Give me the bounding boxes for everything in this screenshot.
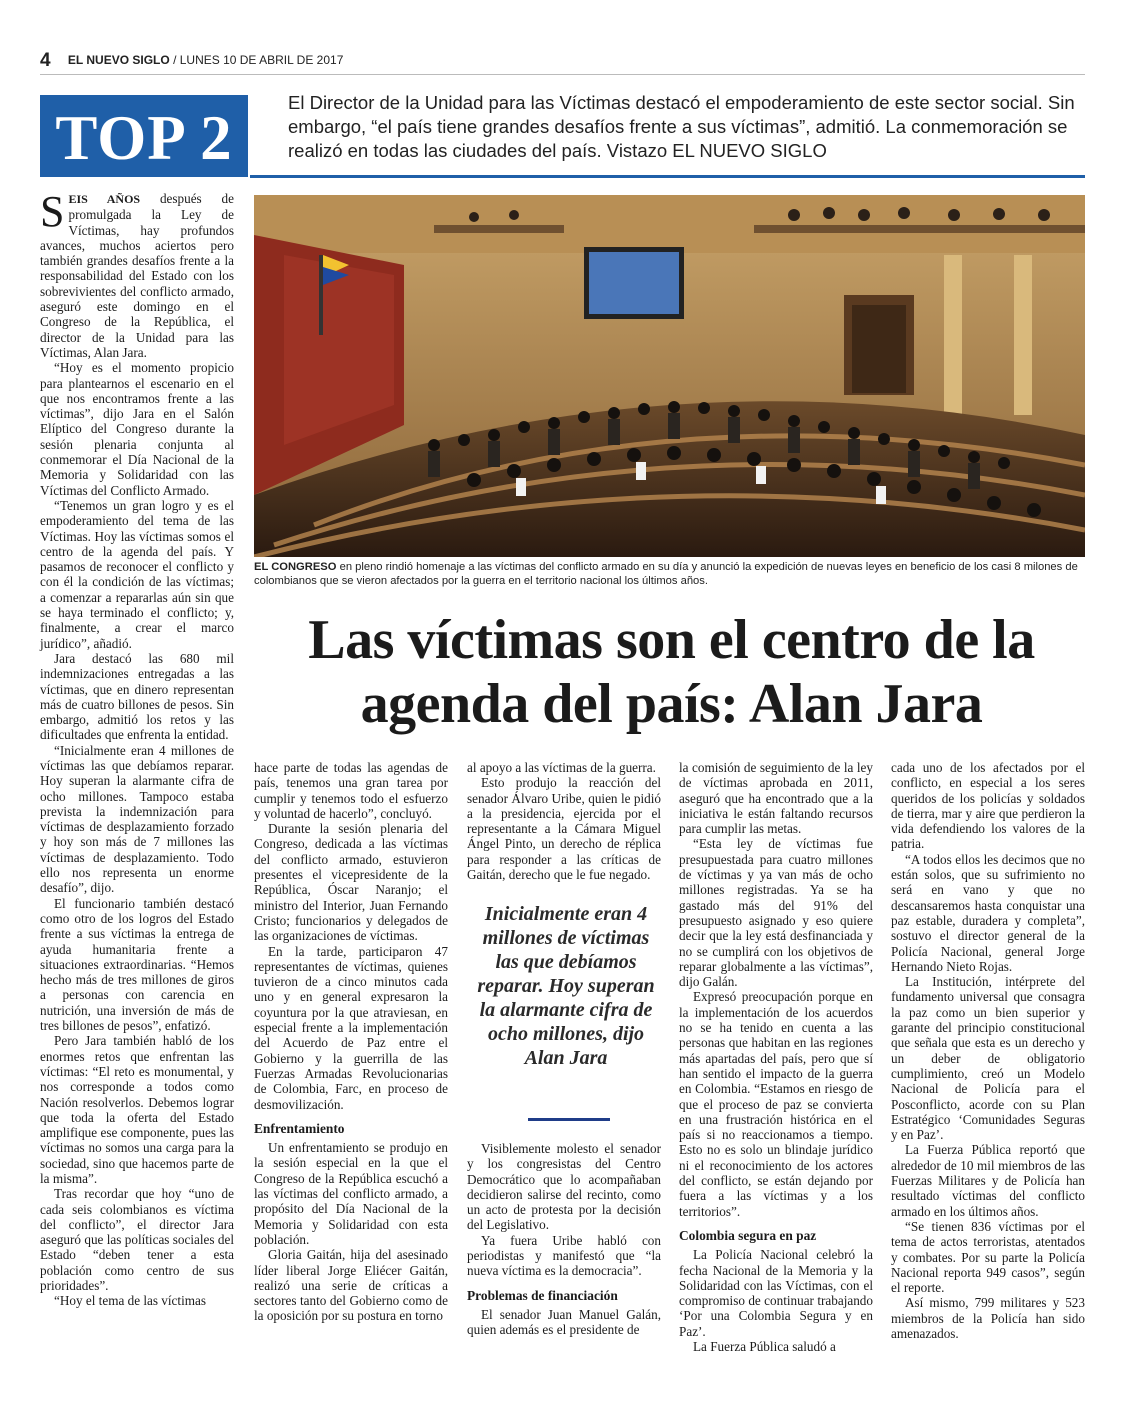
- publication-name: EL NUEVO SIGLO: [67, 53, 170, 67]
- headline: Las víctimas son el centro de la agenda del país: Alan Jara: [308, 609, 1035, 735]
- subheading: Problemas de financiación: [467, 1287, 618, 1303]
- drop-cap: S: [40, 187, 65, 236]
- paragraph: Visiblemente molesto el senador y los congresistas del Centro Democrático que lo acompañaban decidieron salirse del recinto, como un acto de protesta por la decisión del Legislativo.: [467, 1141, 661, 1233]
- paragraph: Pero Jara también habló de los enormes retos que enfrentan las víctimas: “El reto es monumental, y nos corresponde a todos como Nación resolverlos. Debemos lograr que toda la oferta del Estado amplifique ese componente, pues las víctimas no somos una carga para la sociedad, sino que hacemos parte de la misma”.: [40, 1033, 234, 1186]
- paragraph: Un enfrentamiento se produjo en la sesión especial en la que el Congreso de la República escuchó a las víctimas del conflicto armado, a propósito del Día Nacional de la Memoria y Solidaridad con esta población.: [254, 1140, 448, 1247]
- article-column-5: [891, 760, 1085, 1341]
- paragraph: hace parte de todas las agendas de país, tenemos una gran tarea por cumplir y tenemos todo el esfuerzo y voluntad de hacerlo”, concluyó.: [254, 760, 448, 821]
- paragraph: “Esta ley de víctimas fue presupuestada para cuatro millones de víctimas y ya van más de ocho millones registradas. Ya se ha gastado más del 91% del presupuesto asignado y eso quiere decir que la ley está desfinanciada y no se cumplirá con los objetivos de reparar globalmente a las víctimas”, dijo Galán.: [679, 836, 873, 990]
- paragraph: “Se tienen 836 víctimas por el tema de actos terroristas, atentados y combates. Por su parte la Policía Nacional reporta 949 casos”, según el reporte.: [891, 1218, 1085, 1296]
- paragraph: La Fuerza Pública reportó que alrededor de 10 mil miembros de las Fuerzas Militares y de Policía han resultado víctimas del conflicto armado en los últimos años.: [891, 1142, 1085, 1219]
- article-column-2: [254, 760, 448, 1324]
- paragraph: El senador Juan Manuel Galán, quien además es el presidente de: [467, 1306, 661, 1338]
- section-badge: TOP 2: [40, 95, 248, 177]
- section-summary: El Director de la Unidad para las Víctimas destacó el empoderamiento de este sector social. Sin embargo, “el país tiene grandes desafíos frente a sus víctimas”, admitió. La conmemoración se realizó en todas las ciudades del país. Vistazo EL NUEVO SIGLO: [288, 92, 1075, 161]
- photo-caption: [254, 560, 1085, 588]
- publication-date: / LUNES 10 DE ABRIL DE 2017: [173, 53, 344, 67]
- lead-in: EIS AÑOS: [68, 192, 141, 206]
- caption-text: en pleno rindió homenaje a las víctimas del conflicto armado en su día y anunció la expedición de nuevas leyes en beneficio de los casi 8 milones de colombianos que se vieron afectados por la guerra en el territorio nacional los últimos años.: [254, 561, 1078, 587]
- article-column-3-top: [467, 760, 661, 882]
- paragraph: SEIS AÑOS después de promulgada la Ley de Víctimas, hay profundos avances, muchos aciertos pero también grandes desafíos frente a la responsabilidad del Estado con los sobrevivientes del conflicto armado, aseguró este domingo en el Congreso de la República, el director de la Unidad para las Víctimas, Alan Jara.: [40, 187, 234, 360]
- subheading: Enfrentamiento: [254, 1120, 345, 1136]
- paragraph: El funcionario también destacó como otro de los logros del Estado frente a sus víctimas la entrega de ayuda humanitaria frente a situaciones extraordinarias. “Hemos hecho más de tres millones de giros a personas con carencia en nutrición, una inversión de más de tres billones de pesos”, enfatizó.: [40, 895, 234, 1034]
- congress-photo: [254, 195, 1085, 557]
- article-column-4: [679, 760, 873, 1354]
- paragraph: al apoyo a las víctimas de la guerra.: [467, 760, 656, 775]
- paragraph: la comisión de seguimiento de la ley de víctimas aprobada en 2011, aseguró que ha encontrado que a la iniciativa le están faltando recursos para cumplir las metas.: [679, 760, 873, 837]
- paragraph: Durante la sesión plenaria del Congreso, dedicada a las víctimas del conflicto armado, estuvieron presentes el vicepresidente de la República, Óscar Naranjo; el ministro del Interior, Juan Fernando Cristo; funcionarios y delegados de las organizaciones de víctimas.: [254, 821, 448, 944]
- paragraph: Tras recordar que hoy “uno de cada seis colombianos es víctima del conflicto”, el director Jara aseguró que las políticas sociales del Estado “deben tener a esta población como centro de sus prioridades”.: [40, 1186, 234, 1294]
- paragraph: Esto produjo la reacción del senador Álvaro Uribe, quien le pidió a la presidencia, ejercida por el representante a la Cámara Miguel Ángel Pinto, un derecho de réplica para responder a las críticas de Gaitán, derecho que le fue negado.: [467, 775, 661, 883]
- paragraph: “Inicialmente eran 4 millones de víctimas las que debíamos reparar. Hoy superan la alarmante cifra de ocho millones. Tampoco estaba prevista la indemnización para víctimas de desplazamiento forzado y hoy son más de 7 millones las víctimas de desplazamiento. Todo ello nos representa un enorme desafío”, dijo.: [40, 742, 234, 896]
- paragraph: “Hoy es el momento propicio para plantearnos el escenario en el que nos encontramos frente a las víctimas”, dijo Jara en el Salón Elíptico del Congreso durante la sesión plenaria conjunta al conmemorar el Día Nacional de la Memoria y Solidaridad con las Víctimas del Conflicto Armado.: [40, 360, 234, 498]
- paragraph: La Institución, intérprete del fundamento universal que consagra la paz como un bien superior y garante del principio constitucional que señala que esta es un derecho y un deber de obligatorio cumplimiento, creó un Modelo Nacional de Policía para el Posconflicto, acorde con su Plan Estratégico ‘Comunidades Seguras y en Paz’.: [891, 974, 1085, 1143]
- paragraph: “A todos ellos les decimos que no están solos, que su sufrimiento no será en vano y que no descansaremos hasta conquistar una paz estable, duradera y completa”, sostuvo el director general de la Policía Nacional, general Jorge Hernando Nieto Rojas.: [891, 851, 1085, 974]
- paragraph: “Hoy el tema de las víctimas: [54, 1293, 206, 1309]
- page-number: 4: [40, 50, 51, 71]
- article-column-3-bottom: [467, 1141, 661, 1338]
- paragraph: cada uno de los afectados por el conflicto, en especial a los seres queridos de los policías y soldados de tierra, mar y aire que perdieron la vida defendiendo los valores de la patria.: [891, 760, 1085, 852]
- paragraph: “Tenemos un gran logro y es el empoderamiento del tema de las Víctimas. Hoy las víctimas somos el centro de la agenda del país. Y pasamos de reconocer el conflicto y con él la condición de las víctimas; a comenzar a repararlas aún sin que se haya terminado el conflicto; y, finalmente, a crear el marco jurídico”, añadió.: [40, 497, 234, 651]
- paragraph: Gloria Gaitán, hija del asesinado líder liberal Jorge Eliécer Gaitán, realizó una serie de críticas a sectores tanto del Gobierno como de la oposición por su postura en torno: [254, 1247, 448, 1324]
- paragraph: La Policía Nacional celebró la fecha Nacional de la Memoria y la Solidaridad con las Víctimas, con el compromiso de continuar trabajando ‘Por una Colombia Segura y en Paz’.: [679, 1247, 873, 1339]
- pull-quote: Inicialmente eran 4 millones de víctimas las que debíamos reparar. Hoy superan la alarmante cifra de ocho millones, dijo Alan Jara: [477, 903, 655, 1069]
- caption-lead: EL CONGRESO: [254, 561, 337, 573]
- paragraph: La Fuerza Pública saludó a: [693, 1338, 836, 1354]
- section-rule: [250, 175, 1085, 178]
- paragraph: Ya fuera Uribe habló con periodistas y manifestó que “la nueva víctima es la democracia”.: [467, 1232, 661, 1279]
- paragraph: Expresó preocupación porque en la implementación de los acuerdos no se ha tenido en cuenta a las personas que habitan en las regiones más apartadas del país, pero que sí han sentido el impacto de la guerra en Colombia. “Estamos en riesgo de que el proceso de paz se convierta en una frustración histórica en el país si no reaccionamos a tiempo. Esto no es solo un blindaje jurídico ni el reconocimiento de los actores del conflicto, se están dejando por fuera a las víctimas y a los territorios”.: [679, 989, 873, 1219]
- paragraph: Jara destacó las 680 mil indemnizaciones entregadas a las víctimas, que en dinero representan más de cuatro billones de pesos. Sin embargo, admitió los retos y las dificultades que enfrenta la entidad.: [40, 650, 234, 743]
- paragraph: Así mismo, 799 militares y 523 miembros de la Policía han sido amenazados.: [891, 1295, 1085, 1341]
- running-header: [40, 48, 1085, 75]
- article-column-1: [40, 187, 234, 1309]
- pull-quote-rule: [528, 1118, 610, 1121]
- congress-photo-illustration: [254, 195, 1085, 557]
- subheading: Colombia segura en paz: [679, 1227, 817, 1243]
- paragraph: En la tarde, participaron 47 representantes de víctimas, quienes tuvieron de a cinco minutos cada uno y en general expresaron la coyuntura por la que atraviesan, en especial frente a la implementación del Acuerdo de Paz entre el Gobierno y la guerrilla de las Fuerzas Armadas Revolucionarias de Colombia, Farc, en proceso de desmovilización.: [254, 943, 448, 1112]
